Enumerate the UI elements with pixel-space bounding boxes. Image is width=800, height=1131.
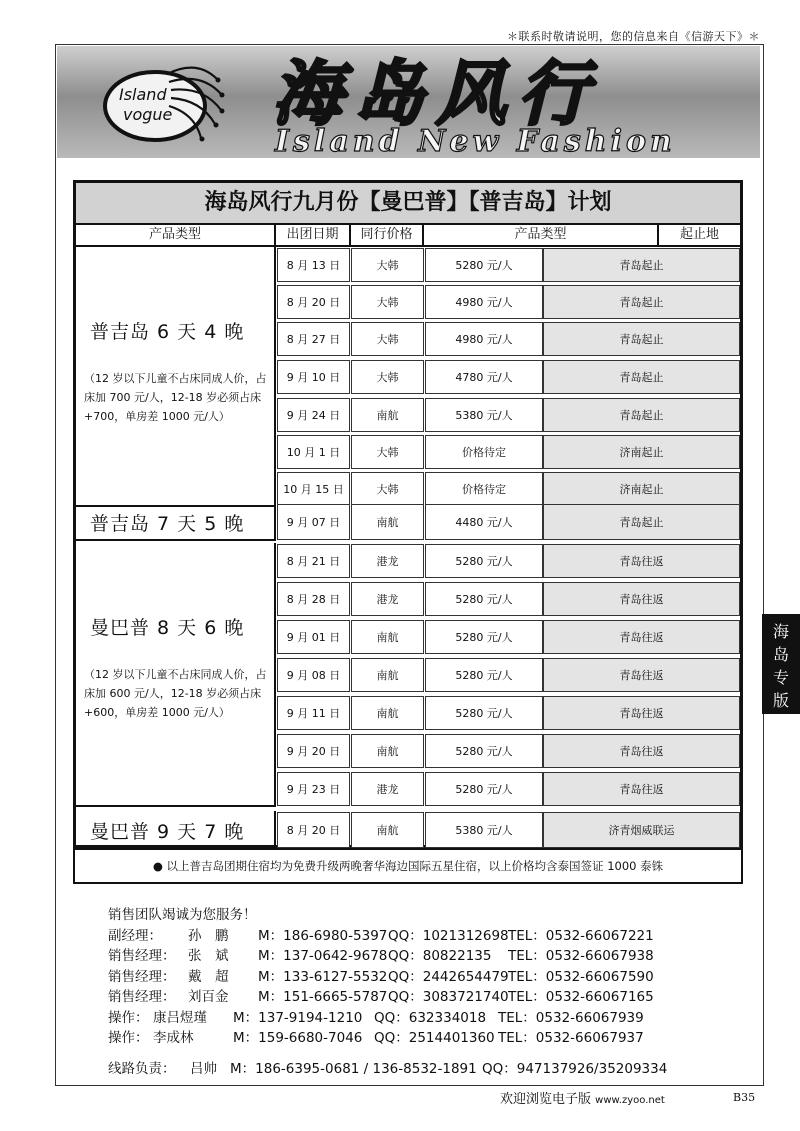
logo-text-island: Island <box>119 85 167 104</box>
island-vogue-logo <box>97 54 227 150</box>
banner <box>57 46 760 158</box>
route-lead-mobile: M：186-6395-0681 / 136-8532-1891 <box>230 1060 477 1077</box>
footer-url[interactable]: www.zyoo.net <box>595 1095 665 1106</box>
row-date: 9 月 24 日 <box>277 398 350 432</box>
contact-mobile: M：186-6980-5397 <box>258 927 388 944</box>
row-price: 4780 元/人 <box>425 360 543 394</box>
row-airline: 南航 <box>351 620 424 654</box>
row-price: 5280 元/人 <box>425 772 543 806</box>
contact-name: 孙 鹏 <box>188 927 229 944</box>
contact-mobile: M：137-0642-9678 <box>258 948 388 964</box>
contact-line <box>108 1006 644 1027</box>
row-airline: 港龙 <box>351 582 424 616</box>
row-date: 10 月 15 日 <box>277 472 350 506</box>
row-date: 9 月 23 日 <box>277 772 350 806</box>
product-cell <box>76 247 276 507</box>
row-route: 青岛起止 <box>543 504 740 540</box>
side-tab-char: 专 <box>772 668 789 687</box>
row-price: 价格待定 <box>425 435 543 469</box>
row-price: 4980 元/人 <box>425 285 543 319</box>
row-route: 济南起止 <box>543 435 740 469</box>
row-date: 10 月 1 日 <box>277 435 350 469</box>
row-price: 5280 元/人 <box>425 696 543 730</box>
row-price: 5280 元/人 <box>425 544 543 578</box>
row-date: 8 月 20 日 <box>277 285 350 319</box>
row-date: 9 月 01 日 <box>277 620 350 654</box>
logo-text-vogue: vogue <box>123 105 173 124</box>
row-airline: 南航 <box>351 696 424 730</box>
contact-tel: TEL：0532-66067937 <box>498 1030 644 1046</box>
row-route: 青岛往返 <box>543 734 740 768</box>
contact-tel: TEL：0532-66067165 <box>508 989 654 1005</box>
contact-mobile: M：133-6127-5532 <box>258 968 388 985</box>
product-cell <box>76 811 276 849</box>
product-note: （12 岁以下儿童不占床同成人价，占床加 700 元/人，12-18 岁必须占床+700，单房差 1000 元/人） <box>84 372 267 423</box>
row-route: 青岛起止 <box>543 248 740 282</box>
sales-heading: 销售团队竭诚为您服务！ <box>108 907 257 923</box>
row-route: 青岛起止 <box>543 398 740 432</box>
footer-welcome: 欢迎浏览 <box>500 1092 553 1107</box>
row-airline: 港龙 <box>351 544 424 578</box>
row-route: 济南起止 <box>543 472 740 506</box>
contact-name: 刘百金 <box>188 989 229 1005</box>
row-price: 5280 元/人 <box>425 658 543 692</box>
contact-role: 销售经理： <box>108 948 176 964</box>
row-route: 青岛起止 <box>543 360 740 394</box>
page-number: B35 <box>733 1091 756 1104</box>
row-airline: 南航 <box>351 504 424 540</box>
side-tab <box>762 614 800 714</box>
side-tab-char: 版 <box>772 691 789 710</box>
row-date: 9 月 20 日 <box>277 734 350 768</box>
contact-qq: QQ：3083721740 <box>388 989 509 1005</box>
row-price: 价格待定 <box>425 472 543 506</box>
row-date: 8 月 21 日 <box>277 544 350 578</box>
contact-name: 张 斌 <box>188 948 229 964</box>
row-route: 青岛往返 <box>543 544 740 578</box>
product-name: 曼巴普 9 天 7 晚 <box>90 821 245 843</box>
contact-role: 副经理： <box>108 927 162 944</box>
product-name: 普吉岛 7 天 5 晚 <box>90 513 245 535</box>
row-date: 8 月 13 日 <box>277 248 350 282</box>
footer-ebook: 电子版 <box>552 1092 592 1107</box>
row-price: 4980 元/人 <box>425 322 543 356</box>
contact-role: 操作： <box>108 1030 149 1046</box>
row-price: 5380 元/人 <box>425 398 543 432</box>
contact-line <box>108 944 654 965</box>
contact-tel: TEL：0532-66067938 <box>508 948 654 964</box>
contact-role: 销售经理： <box>108 989 176 1005</box>
row-airline: 大韩 <box>351 472 424 506</box>
contact-name: 康吕煜瑾 <box>153 1009 207 1026</box>
row-airline: 港龙 <box>351 772 424 806</box>
product-name: 普吉岛 6 天 4 晚 <box>90 321 245 343</box>
contact-mobile: M：137-9194-1210 <box>233 1009 363 1026</box>
row-price: 4480 元/人 <box>425 504 543 540</box>
footer <box>500 1088 665 1107</box>
contact-line <box>108 924 654 945</box>
footnote: ● 以上普吉岛团期住宿均为免费升级两晚奢华海边国际五星住宿，以上价格均含泰国签证 1000 泰铢 <box>73 848 743 884</box>
plan-title: 海岛风行九月份【曼巴普】【普吉岛】计划 <box>76 183 740 225</box>
source-note: ＊联系时敬请说明，您的信息来自《信游天下》＊ <box>507 30 760 43</box>
row-airline: 大韩 <box>351 248 424 282</box>
header-date: 出团日期 <box>276 225 351 245</box>
contact-qq: QQ：2442654479 <box>388 968 509 985</box>
banner-subtitle: Island New Fashion <box>275 124 676 158</box>
contact-role: 操作： <box>108 1009 149 1026</box>
row-price: 5280 元/人 <box>425 248 543 282</box>
contact-qq: QQ：80822135 <box>388 948 492 964</box>
row-price: 5280 元/人 <box>425 734 543 768</box>
row-airline: 南航 <box>351 398 424 432</box>
row-route: 青岛往返 <box>543 658 740 692</box>
product-note: （12 岁以下儿童不占床同成人价，占床加 600 元/人，12-18 岁必须占床+600，单房差 1000 元/人） <box>84 668 267 719</box>
contact-qq: QQ：1021312698 <box>388 927 509 944</box>
row-date: 8 月 20 日 <box>277 812 350 848</box>
row-route: 青岛往返 <box>543 620 740 654</box>
row-date: 9 月 07 日 <box>277 504 350 540</box>
sales-team <box>108 903 668 1077</box>
header-product-type: 产品类型 <box>76 225 276 245</box>
contact-name: 戴 超 <box>188 968 229 985</box>
row-route: 青岛往返 <box>543 772 740 806</box>
header-price: 同行价格 <box>351 225 424 245</box>
contact-role: 销售经理： <box>108 968 176 985</box>
contact-line <box>108 1026 644 1047</box>
row-route: 青岛起止 <box>543 322 740 356</box>
row-price: 5380 元/人 <box>425 812 543 848</box>
contact-tel: TEL：0532-66067590 <box>508 968 654 985</box>
contact-mobile: M：151-6665-5787 <box>258 989 388 1005</box>
row-date: 9 月 10 日 <box>277 360 350 394</box>
row-date: 8 月 28 日 <box>277 582 350 616</box>
row-route: 青岛往返 <box>543 696 740 730</box>
row-airline: 大韩 <box>351 435 424 469</box>
contact-mobile: M：159-6680-7046 <box>233 1030 363 1046</box>
route-lead-qq: QQ：947137926/35209334 <box>482 1060 668 1077</box>
header-product-type-2: 产品类型 <box>424 225 659 245</box>
banner-title: 海岛风行 <box>272 53 600 135</box>
row-airline: 南航 <box>351 658 424 692</box>
plan-table <box>73 180 743 848</box>
header-route: 起止地 <box>679 227 719 242</box>
row-date: 9 月 08 日 <box>277 658 350 692</box>
product-cell <box>76 543 276 807</box>
contact-tel: TEL：0532-66067221 <box>508 927 654 944</box>
row-price: 5280 元/人 <box>425 582 543 616</box>
product-cell <box>76 503 276 541</box>
row-date: 9 月 11 日 <box>277 696 350 730</box>
contact-line <box>108 985 654 1006</box>
side-tab-char: 海 <box>772 622 789 641</box>
contact-qq: QQ：2514401360 <box>374 1030 495 1046</box>
row-airline: 大韩 <box>351 285 424 319</box>
contact-name: 李成林 <box>153 1030 194 1046</box>
route-lead-line <box>108 1057 668 1078</box>
contact-tel: TEL：0532-66067939 <box>498 1009 644 1026</box>
row-airline: 南航 <box>351 812 424 848</box>
row-route: 青岛往返 <box>543 582 740 616</box>
side-tab-char: 岛 <box>772 645 789 664</box>
route-lead-role: 线路负责： <box>108 1060 176 1077</box>
row-price: 5280 元/人 <box>425 620 543 654</box>
product-name: 曼巴普 8 天 6 晚 <box>90 617 245 639</box>
row-airline: 南航 <box>351 734 424 768</box>
contact-line <box>108 965 654 986</box>
row-route: 济青烟威联运 <box>543 812 740 848</box>
row-airline: 大韩 <box>351 322 424 356</box>
row-airline: 大韩 <box>351 360 424 394</box>
row-date: 8 月 27 日 <box>277 322 350 356</box>
row-route: 青岛起止 <box>543 285 740 319</box>
contact-qq: QQ：632334018 <box>374 1009 487 1026</box>
route-lead-name: 吕帅 <box>190 1060 217 1077</box>
